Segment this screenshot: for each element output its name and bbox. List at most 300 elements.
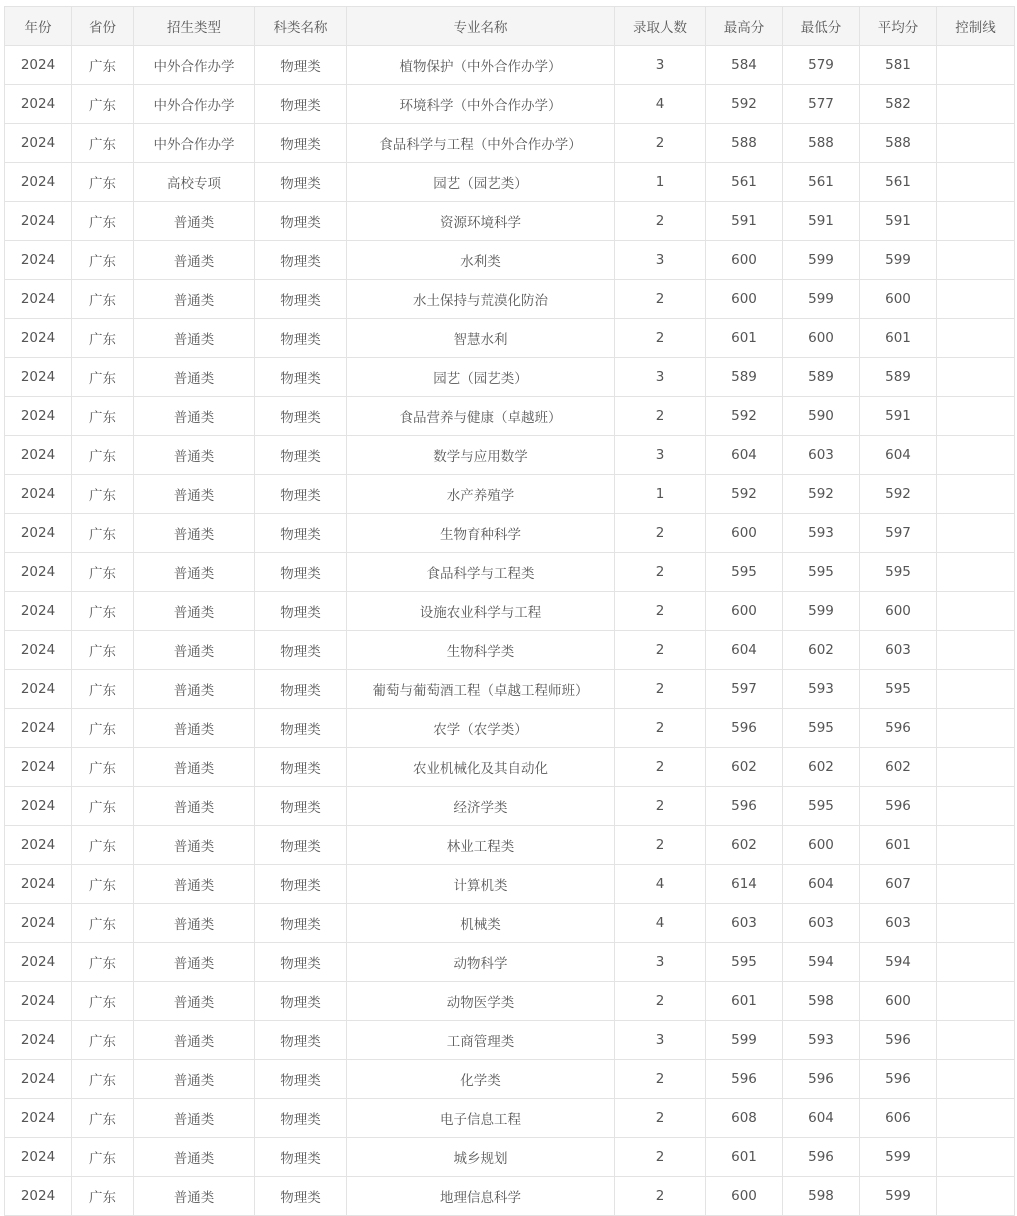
column-header-subject-category: 科类名称 [255, 7, 347, 46]
year-cell: 2024 [5, 748, 72, 787]
major-name-cell: 电子信息工程 [347, 1099, 615, 1138]
table-row [5, 319, 1015, 358]
subject-category-cell: 物理类 [255, 202, 347, 241]
subject-category-cell: 物理类 [255, 943, 347, 982]
admitted-count-cell: 2 [615, 397, 706, 436]
table-row [5, 1021, 1015, 1060]
major-name-cell: 化学类 [347, 1060, 615, 1099]
admitted-count-cell: 2 [615, 1099, 706, 1138]
year-cell: 2024 [5, 631, 72, 670]
major-name-cell: 设施农业科学与工程 [347, 592, 615, 631]
subject-category-cell: 物理类 [255, 1177, 347, 1216]
enrollment-type-cell: 普通类 [134, 865, 255, 904]
subject-category-cell: 物理类 [255, 514, 347, 553]
control-line-cell [937, 670, 1015, 709]
province-cell: 广东 [72, 397, 134, 436]
min-score-cell: 593 [783, 514, 860, 553]
control-line-cell [937, 982, 1015, 1021]
province-cell: 广东 [72, 1099, 134, 1138]
year-cell: 2024 [5, 943, 72, 982]
year-cell: 2024 [5, 475, 72, 514]
table-row [5, 124, 1015, 163]
major-name-cell: 智慧水利 [347, 319, 615, 358]
subject-category-cell: 物理类 [255, 46, 347, 85]
province-cell: 广东 [72, 85, 134, 124]
major-name-cell: 农业机械化及其自动化 [347, 748, 615, 787]
column-header-admitted-count: 录取人数 [615, 7, 706, 46]
admitted-count-cell: 2 [615, 319, 706, 358]
subject-category-cell: 物理类 [255, 709, 347, 748]
admitted-count-cell: 1 [615, 163, 706, 202]
enrollment-type-cell: 普通类 [134, 1177, 255, 1216]
max-score-cell: 601 [706, 319, 783, 358]
major-name-cell: 地理信息科学 [347, 1177, 615, 1216]
admitted-count-cell: 3 [615, 436, 706, 475]
subject-category-cell: 物理类 [255, 1099, 347, 1138]
major-name-cell: 数学与应用数学 [347, 436, 615, 475]
major-name-cell: 植物保护（中外合作办学） [347, 46, 615, 85]
control-line-cell [937, 592, 1015, 631]
subject-category-cell: 物理类 [255, 319, 347, 358]
subject-category-cell: 物理类 [255, 436, 347, 475]
avg-score-cell: 596 [860, 1060, 937, 1099]
subject-category-cell: 物理类 [255, 865, 347, 904]
max-score-cell: 596 [706, 787, 783, 826]
subject-category-cell: 物理类 [255, 358, 347, 397]
min-score-cell: 593 [783, 1021, 860, 1060]
enrollment-type-cell: 普通类 [134, 358, 255, 397]
province-cell: 广东 [72, 670, 134, 709]
max-score-cell: 600 [706, 592, 783, 631]
table-row [5, 1138, 1015, 1177]
subject-category-cell: 物理类 [255, 163, 347, 202]
column-header-avg-score: 平均分 [860, 7, 937, 46]
year-cell: 2024 [5, 1138, 72, 1177]
control-line-cell [937, 85, 1015, 124]
enrollment-type-cell: 普通类 [134, 748, 255, 787]
admitted-count-cell: 2 [615, 514, 706, 553]
min-score-cell: 577 [783, 85, 860, 124]
control-line-cell [937, 1099, 1015, 1138]
major-name-cell: 机械类 [347, 904, 615, 943]
major-name-cell: 计算机类 [347, 865, 615, 904]
province-cell: 广东 [72, 865, 134, 904]
table-row [5, 943, 1015, 982]
control-line-cell [937, 787, 1015, 826]
max-score-cell: 595 [706, 553, 783, 592]
major-name-cell: 环境科学（中外合作办学） [347, 85, 615, 124]
max-score-cell: 597 [706, 670, 783, 709]
avg-score-cell: 599 [860, 241, 937, 280]
table-row [5, 46, 1015, 85]
year-cell: 2024 [5, 241, 72, 280]
admitted-count-cell: 2 [615, 1138, 706, 1177]
avg-score-cell: 592 [860, 475, 937, 514]
enrollment-type-cell: 普通类 [134, 1021, 255, 1060]
enrollment-type-cell: 普通类 [134, 670, 255, 709]
major-name-cell: 农学（农学类） [347, 709, 615, 748]
min-score-cell: 596 [783, 1060, 860, 1099]
control-line-cell [937, 1138, 1015, 1177]
major-name-cell: 动物医学类 [347, 982, 615, 1021]
enrollment-type-cell: 普通类 [134, 436, 255, 475]
table-row [5, 475, 1015, 514]
table-row [5, 514, 1015, 553]
admitted-count-cell: 3 [615, 358, 706, 397]
year-cell: 2024 [5, 319, 72, 358]
control-line-cell [937, 553, 1015, 592]
province-cell: 广东 [72, 202, 134, 241]
province-cell: 广东 [72, 982, 134, 1021]
enrollment-type-cell: 中外合作办学 [134, 124, 255, 163]
major-name-cell: 水利类 [347, 241, 615, 280]
min-score-cell: 600 [783, 319, 860, 358]
enrollment-type-cell: 普通类 [134, 826, 255, 865]
subject-category-cell: 物理类 [255, 475, 347, 514]
max-score-cell: 592 [706, 475, 783, 514]
avg-score-cell: 588 [860, 124, 937, 163]
year-cell: 2024 [5, 709, 72, 748]
enrollment-type-cell: 普通类 [134, 553, 255, 592]
enrollment-type-cell: 普通类 [134, 709, 255, 748]
table-row [5, 436, 1015, 475]
major-name-cell: 食品营养与健康（卓越班） [347, 397, 615, 436]
admitted-count-cell: 2 [615, 1177, 706, 1216]
max-score-cell: 592 [706, 85, 783, 124]
table-row [5, 163, 1015, 202]
major-name-cell: 食品科学与工程类 [347, 553, 615, 592]
admission-table-container [4, 6, 1014, 1216]
major-name-cell: 葡萄与葡萄酒工程（卓越工程师班） [347, 670, 615, 709]
admission-scores-table [4, 6, 1015, 1216]
year-cell: 2024 [5, 982, 72, 1021]
control-line-cell [937, 124, 1015, 163]
max-score-cell: 591 [706, 202, 783, 241]
admitted-count-cell: 2 [615, 982, 706, 1021]
subject-category-cell: 物理类 [255, 553, 347, 592]
avg-score-cell: 600 [860, 982, 937, 1021]
year-cell: 2024 [5, 865, 72, 904]
avg-score-cell: 601 [860, 826, 937, 865]
enrollment-type-cell: 普通类 [134, 631, 255, 670]
avg-score-cell: 603 [860, 904, 937, 943]
admitted-count-cell: 2 [615, 826, 706, 865]
max-score-cell: 600 [706, 514, 783, 553]
subject-category-cell: 物理类 [255, 1060, 347, 1099]
control-line-cell [937, 358, 1015, 397]
control-line-cell [937, 631, 1015, 670]
min-score-cell: 593 [783, 670, 860, 709]
table-body [5, 46, 1015, 1216]
enrollment-type-cell: 普通类 [134, 1138, 255, 1177]
table-row [5, 631, 1015, 670]
avg-score-cell: 589 [860, 358, 937, 397]
admitted-count-cell: 2 [615, 631, 706, 670]
admitted-count-cell: 2 [615, 592, 706, 631]
table-row [5, 1177, 1015, 1216]
control-line-cell [937, 202, 1015, 241]
subject-category-cell: 物理类 [255, 241, 347, 280]
year-cell: 2024 [5, 514, 72, 553]
subject-category-cell: 物理类 [255, 670, 347, 709]
province-cell: 广东 [72, 787, 134, 826]
table-row [5, 982, 1015, 1021]
enrollment-type-cell: 普通类 [134, 904, 255, 943]
table-row [5, 709, 1015, 748]
control-line-cell [937, 397, 1015, 436]
min-score-cell: 589 [783, 358, 860, 397]
min-score-cell: 590 [783, 397, 860, 436]
admitted-count-cell: 2 [615, 670, 706, 709]
avg-score-cell: 596 [860, 1021, 937, 1060]
max-score-cell: 602 [706, 826, 783, 865]
table-row [5, 670, 1015, 709]
min-score-cell: 592 [783, 475, 860, 514]
province-cell: 广东 [72, 319, 134, 358]
province-cell: 广东 [72, 709, 134, 748]
enrollment-type-cell: 普通类 [134, 475, 255, 514]
province-cell: 广东 [72, 358, 134, 397]
avg-score-cell: 594 [860, 943, 937, 982]
max-score-cell: 614 [706, 865, 783, 904]
avg-score-cell: 591 [860, 202, 937, 241]
enrollment-type-cell: 普通类 [134, 787, 255, 826]
subject-category-cell: 物理类 [255, 631, 347, 670]
max-score-cell: 561 [706, 163, 783, 202]
enrollment-type-cell: 普通类 [134, 514, 255, 553]
avg-score-cell: 603 [860, 631, 937, 670]
year-cell: 2024 [5, 826, 72, 865]
subject-category-cell: 物理类 [255, 397, 347, 436]
min-score-cell: 595 [783, 709, 860, 748]
control-line-cell [937, 865, 1015, 904]
min-score-cell: 596 [783, 1138, 860, 1177]
enrollment-type-cell: 普通类 [134, 280, 255, 319]
year-cell: 2024 [5, 46, 72, 85]
enrollment-type-cell: 普通类 [134, 241, 255, 280]
max-score-cell: 604 [706, 631, 783, 670]
avg-score-cell: 602 [860, 748, 937, 787]
admitted-count-cell: 2 [615, 748, 706, 787]
min-score-cell: 595 [783, 553, 860, 592]
avg-score-cell: 561 [860, 163, 937, 202]
max-score-cell: 600 [706, 1177, 783, 1216]
year-cell: 2024 [5, 358, 72, 397]
max-score-cell: 602 [706, 748, 783, 787]
major-name-cell: 工商管理类 [347, 1021, 615, 1060]
max-score-cell: 604 [706, 436, 783, 475]
avg-score-cell: 596 [860, 709, 937, 748]
subject-category-cell: 物理类 [255, 787, 347, 826]
subject-category-cell: 物理类 [255, 592, 347, 631]
max-score-cell: 589 [706, 358, 783, 397]
year-cell: 2024 [5, 163, 72, 202]
subject-category-cell: 物理类 [255, 904, 347, 943]
province-cell: 广东 [72, 514, 134, 553]
year-cell: 2024 [5, 280, 72, 319]
control-line-cell [937, 709, 1015, 748]
province-cell: 广东 [72, 163, 134, 202]
table-row [5, 904, 1015, 943]
min-score-cell: 603 [783, 904, 860, 943]
enrollment-type-cell: 普通类 [134, 319, 255, 358]
table-row [5, 553, 1015, 592]
enrollment-type-cell: 中外合作办学 [134, 46, 255, 85]
avg-score-cell: 604 [860, 436, 937, 475]
min-score-cell: 604 [783, 865, 860, 904]
year-cell: 2024 [5, 553, 72, 592]
admitted-count-cell: 4 [615, 904, 706, 943]
avg-score-cell: 607 [860, 865, 937, 904]
enrollment-type-cell: 高校专项 [134, 163, 255, 202]
max-score-cell: 608 [706, 1099, 783, 1138]
enrollment-type-cell: 普通类 [134, 943, 255, 982]
min-score-cell: 591 [783, 202, 860, 241]
min-score-cell: 594 [783, 943, 860, 982]
column-header-enrollment-type: 招生类型 [134, 7, 255, 46]
avg-score-cell: 591 [860, 397, 937, 436]
year-cell: 2024 [5, 397, 72, 436]
subject-category-cell: 物理类 [255, 748, 347, 787]
major-name-cell: 林业工程类 [347, 826, 615, 865]
admitted-count-cell: 2 [615, 553, 706, 592]
min-score-cell: 598 [783, 1177, 860, 1216]
max-score-cell: 603 [706, 904, 783, 943]
enrollment-type-cell: 中外合作办学 [134, 85, 255, 124]
table-row [5, 826, 1015, 865]
year-cell: 2024 [5, 670, 72, 709]
min-score-cell: 600 [783, 826, 860, 865]
admitted-count-cell: 2 [615, 709, 706, 748]
min-score-cell: 604 [783, 1099, 860, 1138]
avg-score-cell: 599 [860, 1138, 937, 1177]
year-cell: 2024 [5, 1060, 72, 1099]
max-score-cell: 596 [706, 1060, 783, 1099]
control-line-cell [937, 943, 1015, 982]
min-score-cell: 599 [783, 241, 860, 280]
admitted-count-cell: 2 [615, 787, 706, 826]
control-line-cell [937, 241, 1015, 280]
admitted-count-cell: 2 [615, 202, 706, 241]
control-line-cell [937, 826, 1015, 865]
admitted-count-cell: 4 [615, 865, 706, 904]
enrollment-type-cell: 普通类 [134, 397, 255, 436]
min-score-cell: 588 [783, 124, 860, 163]
control-line-cell [937, 1177, 1015, 1216]
province-cell: 广东 [72, 1177, 134, 1216]
avg-score-cell: 600 [860, 280, 937, 319]
control-line-cell [937, 436, 1015, 475]
enrollment-type-cell: 普通类 [134, 1060, 255, 1099]
admitted-count-cell: 2 [615, 124, 706, 163]
min-score-cell: 599 [783, 280, 860, 319]
column-header-year: 年份 [5, 7, 72, 46]
major-name-cell: 水土保持与荒漠化防治 [347, 280, 615, 319]
avg-score-cell: 597 [860, 514, 937, 553]
year-cell: 2024 [5, 124, 72, 163]
admitted-count-cell: 3 [615, 46, 706, 85]
column-header-major-name: 专业名称 [347, 7, 615, 46]
avg-score-cell: 595 [860, 670, 937, 709]
major-name-cell: 资源环境科学 [347, 202, 615, 241]
min-score-cell: 595 [783, 787, 860, 826]
max-score-cell: 584 [706, 46, 783, 85]
max-score-cell: 588 [706, 124, 783, 163]
major-name-cell: 水产养殖学 [347, 475, 615, 514]
table-header [5, 7, 1015, 46]
major-name-cell: 生物育种科学 [347, 514, 615, 553]
admitted-count-cell: 4 [615, 85, 706, 124]
control-line-cell [937, 319, 1015, 358]
max-score-cell: 595 [706, 943, 783, 982]
table-row [5, 1060, 1015, 1099]
province-cell: 广东 [72, 124, 134, 163]
control-line-cell [937, 514, 1015, 553]
province-cell: 广东 [72, 1021, 134, 1060]
column-header-min-score: 最低分 [783, 7, 860, 46]
enrollment-type-cell: 普通类 [134, 982, 255, 1021]
max-score-cell: 599 [706, 1021, 783, 1060]
column-header-max-score: 最高分 [706, 7, 783, 46]
year-cell: 2024 [5, 592, 72, 631]
admitted-count-cell: 2 [615, 280, 706, 319]
table-row [5, 358, 1015, 397]
year-cell: 2024 [5, 436, 72, 475]
table-row [5, 280, 1015, 319]
control-line-cell [937, 163, 1015, 202]
subject-category-cell: 物理类 [255, 1138, 347, 1177]
province-cell: 广东 [72, 280, 134, 319]
table-row [5, 787, 1015, 826]
table-row [5, 592, 1015, 631]
table-row [5, 241, 1015, 280]
control-line-cell [937, 475, 1015, 514]
major-name-cell: 生物科学类 [347, 631, 615, 670]
min-score-cell: 598 [783, 982, 860, 1021]
max-score-cell: 600 [706, 241, 783, 280]
major-name-cell: 动物科学 [347, 943, 615, 982]
admitted-count-cell: 3 [615, 943, 706, 982]
min-score-cell: 602 [783, 631, 860, 670]
max-score-cell: 592 [706, 397, 783, 436]
year-cell: 2024 [5, 1021, 72, 1060]
max-score-cell: 601 [706, 1138, 783, 1177]
enrollment-type-cell: 普通类 [134, 202, 255, 241]
table-row [5, 85, 1015, 124]
max-score-cell: 600 [706, 280, 783, 319]
admitted-count-cell: 2 [615, 1060, 706, 1099]
major-name-cell: 食品科学与工程（中外合作办学） [347, 124, 615, 163]
control-line-cell [937, 748, 1015, 787]
admitted-count-cell: 1 [615, 475, 706, 514]
subject-category-cell: 物理类 [255, 280, 347, 319]
province-cell: 广东 [72, 553, 134, 592]
max-score-cell: 596 [706, 709, 783, 748]
table-row [5, 202, 1015, 241]
avg-score-cell: 606 [860, 1099, 937, 1138]
province-cell: 广东 [72, 436, 134, 475]
control-line-cell [937, 1060, 1015, 1099]
avg-score-cell: 600 [860, 592, 937, 631]
enrollment-type-cell: 普通类 [134, 1099, 255, 1138]
subject-category-cell: 物理类 [255, 1021, 347, 1060]
major-name-cell: 城乡规划 [347, 1138, 615, 1177]
year-cell: 2024 [5, 202, 72, 241]
min-score-cell: 561 [783, 163, 860, 202]
max-score-cell: 601 [706, 982, 783, 1021]
year-cell: 2024 [5, 904, 72, 943]
subject-category-cell: 物理类 [255, 124, 347, 163]
